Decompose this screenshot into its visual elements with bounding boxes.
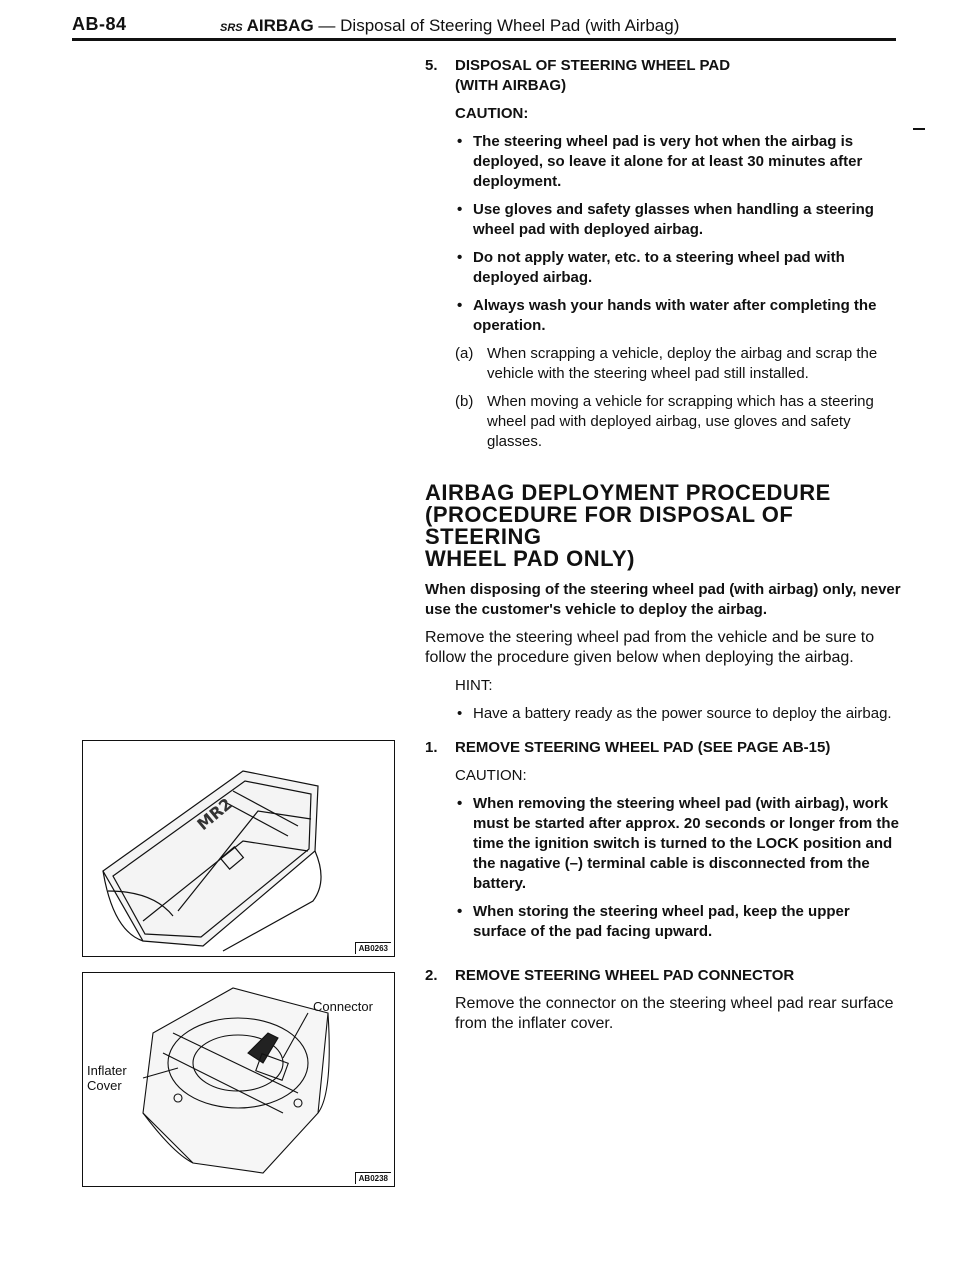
- sub-item-a: [455, 344, 903, 384]
- caution-list: [455, 132, 903, 336]
- caution-item: • Use gloves and safety glasses when handling a steering wheel pad with deployed airbag.: [455, 200, 903, 240]
- figure-1-code: AB0263: [355, 942, 391, 954]
- step-2-title: REMOVE STEERING WHEEL PAD CONNECTOR: [455, 967, 795, 984]
- step-2-number: 2.: [425, 967, 438, 984]
- step-1-number: 1.: [425, 739, 438, 756]
- airbag-label: AIRBAG: [246, 16, 314, 35]
- mr2-logo: MR2: [193, 794, 236, 835]
- caution-label: CAUTION:: [455, 767, 527, 784]
- step-2-heading: [425, 966, 903, 986]
- procedure-heading-line2: (PROCEDURE FOR DISPOSAL OF STEERING: [425, 502, 794, 549]
- caution-item: • The steering wheel pad is very hot when the airbag is deployed, so leave it alone for at least 30 minutes after deployment.: [455, 132, 903, 192]
- figure-pad-connector: [82, 972, 395, 1187]
- header-title-rest: — Disposal of Steering Wheel Pad (with Airbag): [318, 16, 680, 35]
- step-1-body: [425, 766, 903, 942]
- step-2-text: Remove the connector on the steering wheel pad rear surface from the inflater cover.: [455, 995, 894, 1032]
- hint-item: • Have a battery ready as the power source to deploy the airbag.: [455, 704, 903, 724]
- caution-item: • Always wash your hands with water after completing the operation.: [455, 296, 903, 336]
- sub-item-text: When moving a vehicle for scrapping which has a steering wheel pad with deployed airbag, use gloves and safety glasses.: [487, 393, 874, 450]
- step-1-title: REMOVE STEERING WHEEL PAD (SEE PAGE AB-15): [455, 739, 831, 756]
- caution-list: [455, 794, 903, 942]
- hint-block: [425, 676, 903, 724]
- connector-label: Connector: [313, 999, 373, 1014]
- page-code: AB-84: [72, 14, 127, 34]
- section-5-title: [455, 56, 730, 96]
- sub-item-b: [455, 392, 903, 452]
- section-5-title-line2: (WITH AIRBAG): [455, 77, 567, 94]
- sub-item-label: (a): [455, 345, 474, 362]
- procedure-section: [425, 482, 903, 732]
- steering-wheel-pad-illustration: [83, 741, 394, 956]
- section-5-heading: [425, 56, 903, 96]
- srs-label: SRS: [220, 22, 243, 34]
- caution-item: • When storing the steering wheel pad, keep the upper surface of the pad facing upward.: [455, 902, 903, 942]
- caution-item: • Do not apply water, etc. to a steering wheel pad with deployed airbag.: [455, 248, 903, 288]
- section-5-body: [425, 104, 903, 452]
- step-1: [425, 738, 903, 950]
- sub-item-label: (b): [455, 393, 474, 410]
- procedure-heading: [425, 482, 903, 570]
- page-header-title: [220, 16, 679, 36]
- header-divider: [72, 38, 896, 41]
- sub-item-text: When scrapping a vehicle, deploy the airbag and scrap the vehicle with the steering wheel pad still installed.: [487, 345, 878, 382]
- section-5: [425, 56, 903, 460]
- caution-label: CAUTION:: [455, 105, 529, 122]
- procedure-intro: Remove the steering wheel pad from the vehicle and be sure to follow the procedure given below when deploying the airbag.: [425, 629, 875, 666]
- procedure-heading-line3: WHEEL PAD ONLY): [425, 546, 636, 571]
- section-5-title-line1: DISPOSAL OF STEERING WHEEL PAD: [455, 57, 731, 74]
- hint-list: [455, 704, 903, 724]
- figure-steering-wheel-pad: [82, 740, 395, 957]
- section-5-number: 5.: [425, 57, 438, 74]
- inflater-label: Inflater: [87, 1063, 127, 1078]
- hint-label: HINT:: [455, 677, 493, 694]
- cover-label: Cover: [87, 1078, 122, 1093]
- step-1-heading: [425, 738, 903, 758]
- procedure-heading-line1: AIRBAG DEPLOYMENT PROCEDURE: [425, 480, 831, 505]
- figure-2-code: AB0238: [355, 1172, 391, 1184]
- procedure-warning: When disposing of the steering wheel pad (with airbag) only, never use the customer's vehicle to deploy the airbag.: [425, 581, 901, 618]
- margin-mark: [913, 128, 925, 130]
- caution-item: • When removing the steering wheel pad (with airbag), work must be started after approx. 20 seconds or longer from the time the ignition switch is turned to the LOCK position and the nagative (–) terminal cable is disconnected from the battery.: [455, 794, 903, 894]
- step-2: [425, 966, 903, 1034]
